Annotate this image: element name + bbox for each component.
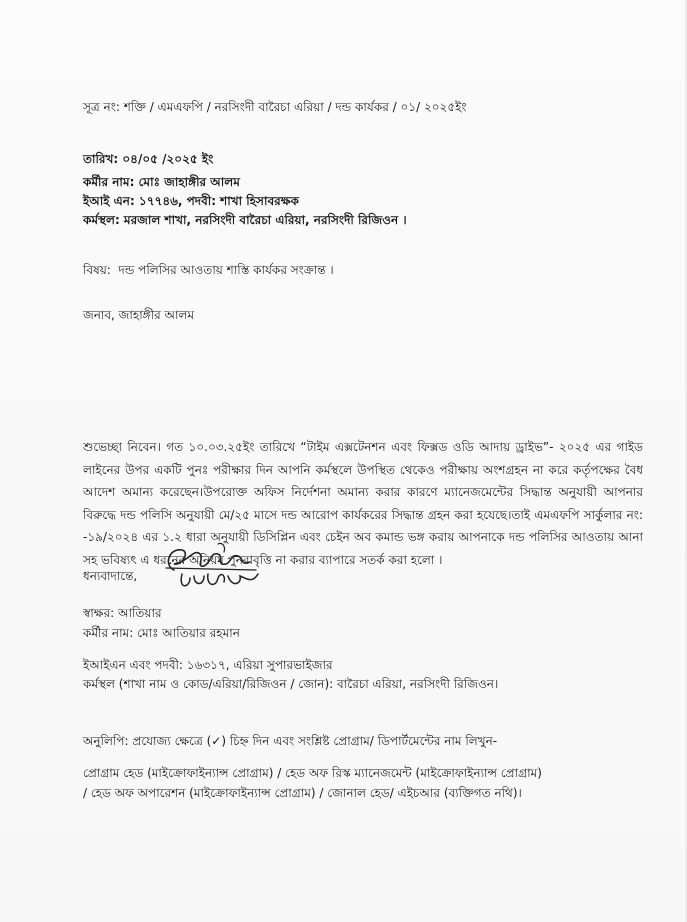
reference-number: সূত্র নং: শক্তি / এমএফপি / নরসিংদী বারৈচা এরিয়া / দন্ড কার্যকর / ০১/ ২০২৫ইং: [83, 100, 467, 114]
subject-line: [83, 262, 334, 278]
copy-recipients-line-1: প্রোগ্রাম হেড (মাইক্রোফাইন্যান্স প্রোগ্রাম) / হেড অফ রিস্ক ম্যানেজমেন্ট (মাইক্রোফাইন্যান্স প্রোগ্রাম): [83, 766, 542, 780]
employee-id-line: ইআই এন: ১৭৭৪৬, পদবী: শাখা হিসাবরক্ষক: [83, 194, 299, 208]
closing: ধন্যবাদান্তে,: [83, 569, 138, 583]
subject-label: বিষয়:: [83, 263, 111, 277]
salutation: জনাব, জাহাঙ্গীর আলম: [83, 308, 195, 322]
copy-instruction: অনুলিপি: প্রযোজ্য ক্ষেত্রে (✓) চিহ্ন দিন এবং সংশ্লিষ্ট প্রোগ্রাম/ ডিপার্টমেন্টের নাম লিখুন-: [83, 734, 498, 748]
subject-text: দন্ড পলিসির আওতায় শাস্তি কার্যকর সংক্রান্ত ।: [118, 263, 334, 277]
signatory-workplace: কর্মস্থল (শাখা নাম ও কোড/এরিয়া/রিজিওন / জোন): বারৈচা এরিয়া, নরসিংদী রিজিওন।: [83, 677, 499, 691]
copy-recipients-line-2: / হেড অফ অপারেশন (মাইক্রোফাইন্যান্স প্রোগ্রাম) / জোনাল হেড/ এইচআর (ব্যক্তিগত নথি)।: [83, 786, 522, 800]
employee-name-line: কর্মীর নাম: মোঃ জাহাঙ্গীর আলম: [83, 175, 240, 189]
signatory-id: ইআইএন এবং পদবী: ১৬৩১৭, এরিয়া সুপারভাইজার: [83, 658, 333, 672]
signatory-name: কর্মীর নাম: মোঃ আতিয়ার রহমান: [83, 626, 240, 640]
scan-edge: [683, 0, 687, 922]
body-paragraph: শুভেচ্ছা নিবেন। গত ১০.০৩.২৫ইং তারিখে “টাইম এক্সটেনশন এবং ফিক্সড ওডি আদায় ড্রাইভ”- ২০২৫ এর গাইড লাইনের উপর একটি পুনঃ পরীক্ষার দিন আপনি কর্মস্থলে উপস্থিত থেকেও পরীক্ষায় অংশগ্রহন না করে কর্তৃপক্ষের বৈধ আদেশ অমান্য করেছেন।উপরোক্ত অফিস নির্দেশনা অমান্য করার কারণে ম্যানেজমেন্টের সিদ্ধান্ত অনুযায়ী আপনার বিরুদ্ধে দন্ড পলিসি অনুযায়ী মে/২৫ মাসে দন্ড আরোপ কার্যকরের সিদ্ধান্ত গ্রহন করা হযেছে।তাই এমএফপি সার্কুলার নং: -১৯/২০২৪ এর ১.২ ধারা অনুযায়ী ডিসিপ্লিন এবং চেইন অব কমান্ড ভঙ্গ করায় আপনাকে দন্ড পলিসির আওতায় আনা সহ ভবিষ্যৎ এ ধরনের অনিয়ম পুনরাবৃত্তি না করার ব্যাপারে সতর্ক করা হলো ।: [83, 440, 643, 567]
handwritten-signature: [160, 540, 270, 592]
signature-label: স্বাক্ষর: আতিয়ার: [83, 606, 162, 620]
workplace-line: কর্মস্থল: মরজাল শাখা, নরসিংদী বারৈচা এরিয়া, নরসিংদী রিজিওন ।: [83, 213, 407, 227]
date-line: তারিখ: ০৪/০৫ /২০২৫ ইং: [83, 152, 214, 166]
